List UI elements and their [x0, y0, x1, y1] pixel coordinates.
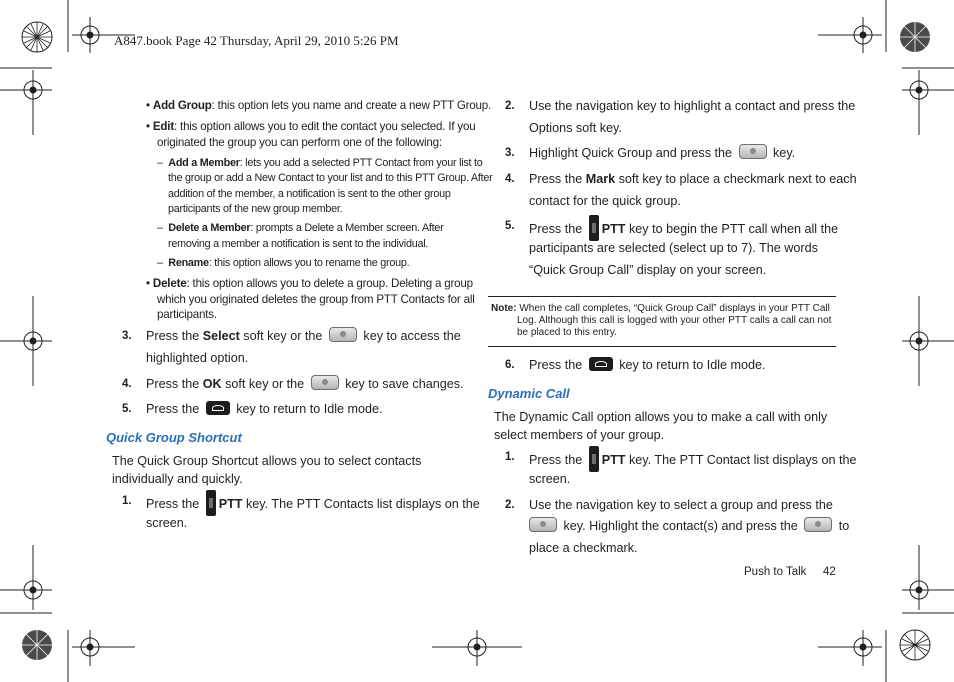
text: soft key or the — [239, 329, 326, 343]
note-line2: Log. Although this call is logged with your other PTT calls a call can not — [517, 315, 832, 326]
bullet-delete — [146, 276, 473, 292]
term: Select — [202, 329, 240, 343]
desc: : this option lets you name and create a new PTT Group. — [211, 99, 492, 112]
section-intro-line2: select members of your group. — [494, 428, 665, 442]
text: key. — [769, 146, 796, 160]
step-number: 3. — [505, 147, 515, 159]
ok-key-icon — [804, 517, 832, 532]
note-bottom-rule — [488, 346, 836, 347]
step-ptt — [146, 490, 480, 516]
bullet-dot: • — [146, 99, 150, 112]
book-header: A847.book Page 42 Thursday, April 29, 2010 5:26 PM — [114, 33, 399, 48]
step-ptt-call-line2: participants are selected (select up to 7). The words — [529, 241, 818, 255]
step-mark — [529, 168, 857, 190]
section-intro-line1: The Quick Group Shortcut allows you to select contacts — [112, 454, 422, 468]
ok-key-icon — [311, 375, 339, 390]
step-number: 4. — [122, 378, 132, 390]
sub-rename — [157, 256, 409, 272]
dash: – — [157, 157, 163, 169]
text: Press the — [146, 497, 203, 511]
step-select — [146, 325, 461, 347]
sub-add-member-line3: addition of the member, a notification is sent to the other group — [168, 188, 451, 200]
bullet-edit-line2: originated the group you can perform one of the following: — [157, 136, 442, 149]
step-ptt-call-line3: “Quick Group Call” display on your screen. — [529, 263, 767, 277]
text: Highlight Quick Group and press the — [529, 146, 736, 160]
desc: : lets you add a selected PTT Contact from your list to — [239, 157, 483, 169]
text: Press the — [529, 172, 586, 186]
sub-delete-member-line2: removing a member a notification is sent to the individual. — [168, 238, 429, 250]
step-number: 5. — [122, 403, 132, 415]
step-number: 6. — [505, 359, 515, 371]
text: Press the — [146, 329, 203, 343]
desc: : this option allows you to rename the group. — [208, 257, 410, 269]
step-navigate-line2: Options soft key. — [529, 121, 622, 135]
term: Delete a Member — [168, 222, 251, 234]
step-select-group: Use the navigation key to select a group and press the — [529, 498, 833, 512]
step-ptt-line2: screen. — [529, 472, 571, 486]
step-navigate: Use the navigation key to highlight a contact and press the — [529, 99, 856, 113]
bullet-dot: • — [146, 277, 150, 290]
term: Edit — [152, 120, 174, 133]
note-top-rule — [488, 296, 836, 297]
step-ok — [146, 373, 464, 395]
text: key to return to Idle mode. — [232, 402, 383, 416]
step-ptt — [529, 446, 857, 472]
text: key to return to Idle mode. — [615, 358, 766, 372]
step-number: 4. — [505, 173, 515, 185]
text: soft key or the — [221, 377, 308, 391]
step-number: 1. — [122, 495, 132, 507]
section-heading: Quick Group Shortcut — [106, 430, 242, 445]
desc: : this option allows you to edit the contact you selected. If you — [174, 120, 476, 133]
note-label: Note: — [491, 303, 517, 314]
step-ptt-line2: screen. — [146, 516, 188, 530]
section-intro-line2: individually and quickly. — [112, 472, 243, 486]
bullet-delete-line2: which you originated deletes the group from PTT Contacts for all — [157, 293, 475, 306]
step-end — [146, 398, 383, 420]
desc: : prompts a Delete a Member screen. After — [250, 222, 444, 234]
bullet-add-group — [146, 98, 491, 114]
step-mark-line2: contact for the quick group. — [529, 194, 681, 208]
dash: – — [157, 222, 163, 234]
dash: – — [157, 257, 163, 269]
ok-key-icon — [529, 517, 557, 532]
term: PTT — [218, 497, 243, 511]
text: key to begin the PTT call when all the — [625, 222, 839, 236]
text: key. The PTT Contacts list displays on the — [242, 497, 480, 511]
note-text: When the call completes, “Quick Group Call” displays in your PTT Call — [516, 303, 830, 314]
footer-section: Push to Talk — [744, 566, 807, 578]
section-intro-line1: The Dynamic Call option allows you to make a call with only — [494, 410, 828, 424]
bullet-delete-line3: participants. — [157, 308, 217, 321]
sub-delete-member — [157, 221, 444, 237]
text: soft key to place a checkmark next to each — [615, 172, 857, 186]
text: key to access the — [359, 329, 461, 343]
text: key. The PTT Contact list displays on the — [625, 453, 857, 467]
term: Rename — [168, 257, 209, 269]
step-select-group-line2 — [526, 515, 849, 537]
text: Press the — [146, 402, 203, 416]
end-key-icon — [206, 401, 230, 415]
term: PTT — [601, 453, 626, 467]
text: key. Highlight the contact(s) and press the — [560, 519, 802, 533]
term: OK — [202, 377, 222, 391]
step-number: 2. — [505, 100, 515, 112]
step-select-group-line3: place a checkmark. — [529, 541, 638, 555]
text: Press the — [146, 377, 203, 391]
ok-key-icon — [329, 327, 357, 342]
bullet-edit — [146, 119, 476, 135]
end-key-icon — [589, 357, 613, 371]
ok-key-icon — [739, 144, 767, 159]
note-line3: be placed to this entry. — [517, 327, 617, 338]
step-number: 2. — [505, 499, 515, 511]
step-select-line2: highlighted option. — [146, 351, 249, 365]
term: Add Group — [152, 99, 212, 112]
desc: : this option allows you to delete a group. Deleting a group — [186, 277, 473, 290]
step-number: 1. — [505, 451, 515, 463]
sub-add-member — [157, 156, 483, 172]
term: PTT — [601, 222, 626, 236]
page-number: 42 — [823, 566, 836, 578]
sub-add-member-line2: the group or add a New Contact to your list and to this PTT Group. After — [168, 172, 493, 184]
term: Add a Member — [168, 157, 240, 169]
step-number: 3. — [122, 330, 132, 342]
sub-add-member-line4: participants of the new group member. — [168, 203, 343, 215]
text: Press the — [529, 222, 586, 236]
step-end — [529, 354, 766, 376]
term: Mark — [585, 172, 616, 186]
step-highlight — [529, 142, 795, 164]
text: Press the — [529, 453, 586, 467]
text: to — [835, 519, 850, 533]
ptt-key-icon — [206, 490, 216, 516]
text: key to save changes. — [341, 377, 464, 391]
step-number: 5. — [505, 220, 515, 232]
term: Delete — [152, 277, 187, 290]
ptt-key-icon — [589, 446, 599, 472]
bullet-dot: • — [146, 120, 150, 133]
section-heading: Dynamic Call — [488, 386, 570, 401]
text: Press the — [529, 358, 586, 372]
note — [491, 303, 830, 315]
